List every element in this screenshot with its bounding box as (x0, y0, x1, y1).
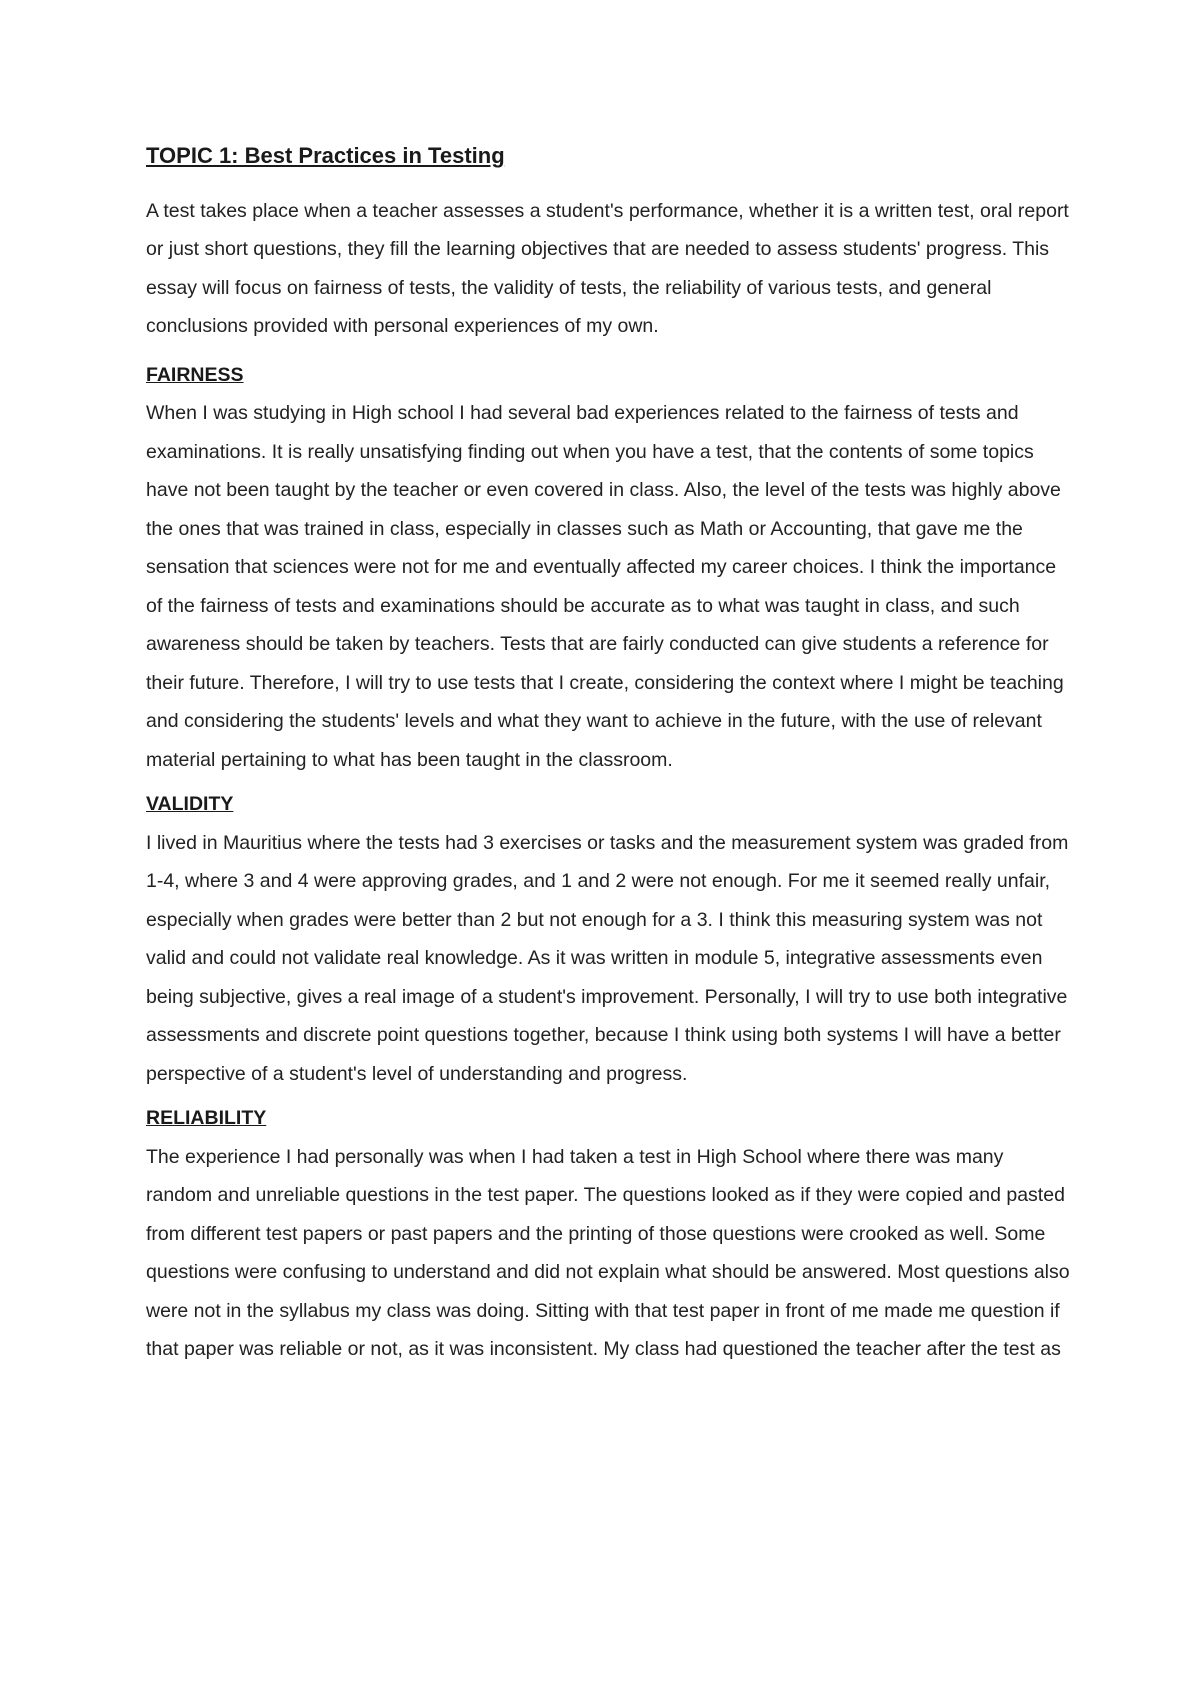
section-heading: RELIABILITY (146, 1107, 267, 1130)
section-validity (146, 785, 1071, 1093)
section-reliability (146, 1099, 1071, 1369)
section-heading: VALIDITY (146, 793, 234, 816)
section-body: I lived in Mauritius where the tests had 3 exercises or tasks and the measurement system was graded from 1-4, where 3 and 4 were approving grades, and 1 and 2 were not enough. For me it seemed really unfair, especially when grades were better than 2 but not enough for a 3. I think this measuring system was not valid and could not validate real knowledge. As it was written in module 5, integrative assessments even being subjective, gives a real image of a student's improvement. Personally, I will try to use both integrative assessments and discrete point questions together, because I think using both systems I will have a better perspective of a student's level of understanding and progress. (146, 831, 1069, 1085)
document-page (146, 142, 1071, 1375)
document-title: TOPIC 1: Best Practices in Testing (146, 143, 505, 168)
intro-paragraph: A test takes place when a teacher assesses a student's performance, whether it is a written test, oral report or just short questions, they fill the learning objectives that are needed to assess students' progress. This essay will focus on fairness of tests, the validity of tests, the reliability of various tests, and general conclusions provided with personal experiences of my own. (146, 199, 1069, 338)
section-body: When I was studying in High school I had several bad experiences related to the fairness of tests and examinations. It is really unsatisfying finding out when you have a test, that the contents of some topics have not been taught by the teacher or even covered in class. Also, the level of the tests was highly above the ones that was trained in class, especially in classes such as Math or Accounting, that gave me the sensation that sciences were not for me and eventually affected my career choices. I think the importance of the fairness of tests and examinations should be accurate as to what was taught in class, and such awareness should be taken by teachers. Tests that are fairly conducted can give students a reference for their future. Therefore, I will try to use tests that I create, considering the context where I might be teaching and considering the students' levels and what they want to achieve in the future, with the use of relevant material pertaining to what has been taught in the classroom. (146, 402, 1064, 771)
section-heading: FAIRNESS (146, 363, 244, 386)
section-fairness (146, 356, 1071, 780)
section-body: The experience I had personally was when I had taken a test in High School where there was many random and unreliable questions in the test paper. The questions looked as if they were copied and pasted from different test papers or past papers and the printing of those questions were crooked as well. Some questions were confusing to understand and did not explain what should be answered. Most questions also were not in the syllabus my class was doing. Sitting with that test paper in front of me made me question if that paper was reliable or not, as it was inconsistent. My class had questioned the teacher after the test as (146, 1145, 1070, 1361)
